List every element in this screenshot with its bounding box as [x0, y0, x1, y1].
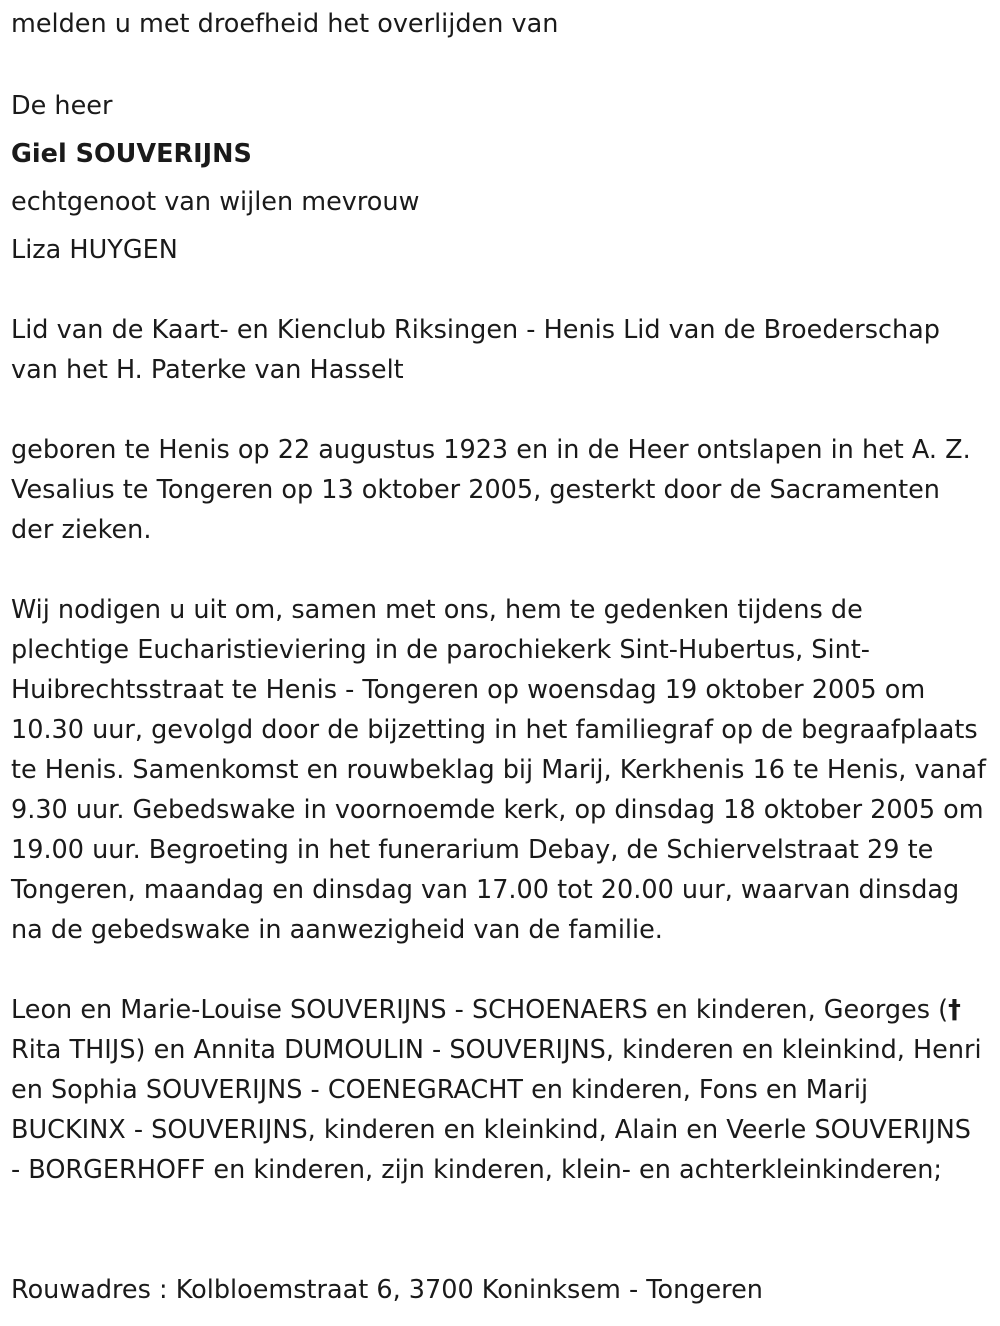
- ceremony-paragraph: Wij nodigen u uit om, samen met ons, hem te gedenken tijdens de plechtige Eucharistieviering in de parochiekerk Sint-Hubertus, Sint-Huibrechtsstraat te Henis - Tongeren op woensdag 19 oktober 2005 om 10.30 uur, gevolgd door de bijzetting in het familiegraf op de begraafplaats te Henis. Samenkomst en rouwbeklag bij Marij, Kerkhenis 16 te Henis, vanaf 9.30 uur. Gebedswake in voornoemde kerk, op dinsdag 18 oktober 2005 om 19.00 uur. Begroeting in het funerarium Debay, de Schiervelstraat 29 te Tongeren, maandag en dinsdag van 17.00 tot 20.00 uur, waarvan dinsdag na de gebedswake in aanwezigheid van de familie.: [11, 595, 987, 945]
- family-text-part1: Leon en Marie-Louise SOUVERIJNS - SCHOENAERS en kinderen, Georges (: [11, 995, 949, 1025]
- mourning-address: Rouwadres : Kolbloemstraat 6, 3700 Koninksem - Tongeren: [11, 1275, 763, 1305]
- family-text-part2: Rita THIJS) en Annita DUMOULIN - SOUVERIJNS, kinderen en kleinkind, Henri en Sophia SOUVERIJNS - COENEGRACHT en kinderen, Fons en Marij BUCKINX - SOUVERIJNS, kinderen en kleinkind, Alain en Veerle SOUVERIJNS - BORGERHOFF en kinderen, zijn kinderen, klein- en achterkleinkinderen;: [11, 1035, 982, 1185]
- intro-text: melden u met droefheid het overlijden van: [11, 9, 559, 39]
- birth-death-paragraph: geboren te Henis op 22 augustus 1923 en in de Heer ontslapen in het A. Z. Vesalius te Tongeren op 13 oktober 2005, gesterkt door de Sacramenten der zieken.: [11, 435, 971, 545]
- memberships-paragraph: Lid van de Kaart- en Kienclub Riksingen - Henis Lid van de Broederschap van het H. Paterke van Hasselt: [11, 315, 940, 385]
- cross-icon: †: [948, 995, 961, 1025]
- deceased-name: Giel SOUVERIJNS: [11, 139, 252, 169]
- family-paragraph: [11, 990, 987, 1190]
- spouse-name: Liza HUYGEN: [11, 235, 178, 265]
- spouse-label: echtgenoot van wijlen mevrouw: [11, 187, 420, 217]
- title-prefix: De heer: [11, 91, 113, 121]
